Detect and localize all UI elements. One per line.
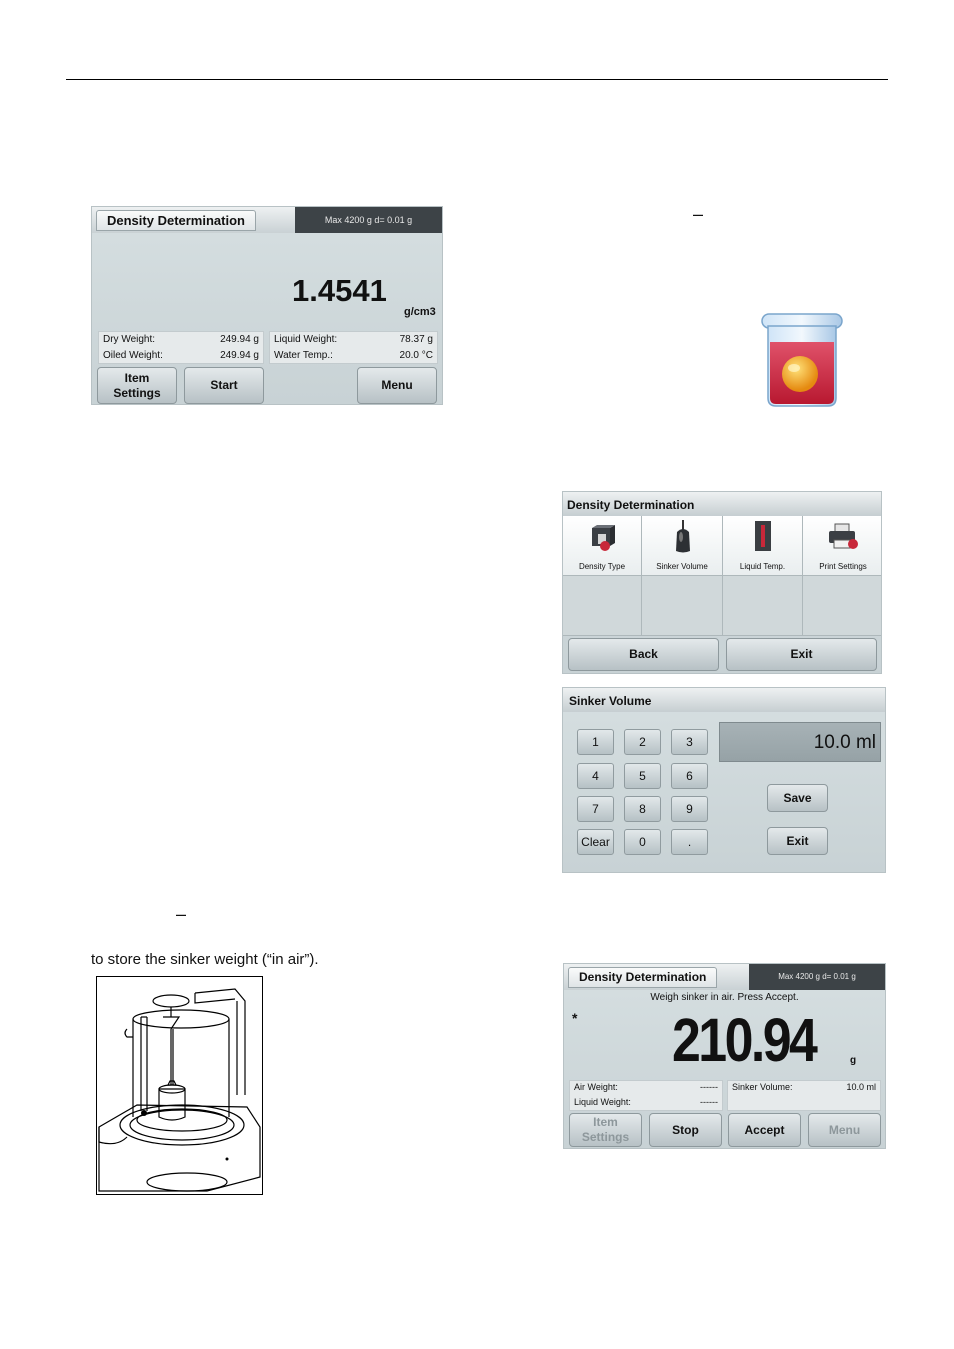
exit-button[interactable]: Exit [726, 638, 877, 671]
start-button[interactable]: Start [184, 367, 264, 404]
density-menu-screen [562, 491, 882, 674]
key-3[interactable]: 3 [671, 729, 708, 755]
density-kit-drawing [97, 977, 262, 1194]
menu-empty-cell [723, 576, 803, 636]
dash-mark: – [693, 204, 704, 224]
sinker-volume-display: 10.0 ml [719, 722, 881, 762]
info-box-right [269, 331, 438, 364]
sinker-icon [672, 520, 694, 554]
menu-item-sinker-volume[interactable] [642, 516, 723, 576]
density-result-screen [91, 206, 443, 405]
info-box-left [98, 331, 264, 364]
density-type-icon [588, 522, 618, 552]
menu-empty-cell [642, 576, 723, 636]
info-row-sinker-volume: Sinker Volume: 10.0 ml [732, 1082, 876, 1092]
info-row-air-weight: Air Weight: ------ [574, 1082, 718, 1092]
menu-item-density-type[interactable] [563, 516, 642, 576]
header-rule [66, 79, 888, 80]
stop-button[interactable]: Stop [649, 1113, 722, 1147]
item-settings-button[interactable]: Item Settings [569, 1113, 642, 1147]
beaker-icon [758, 312, 846, 412]
key-8[interactable]: 8 [624, 796, 661, 822]
menu-item-print-settings[interactable] [803, 516, 882, 576]
menu-empty-cell [563, 576, 642, 636]
menu-item-label: Sinker Volume [656, 562, 708, 571]
weight-unit: g [850, 1055, 857, 1066]
info-row-water-temp: Water Temp.: 20.0 °C [274, 350, 433, 361]
density-unit: g/cm3 [404, 306, 436, 318]
info-box-left [569, 1080, 723, 1111]
accept-button[interactable]: Accept [728, 1113, 801, 1147]
weigh-sinker-screen [563, 963, 886, 1149]
key-1[interactable]: 1 [577, 729, 614, 755]
menu-item-label: Liquid Temp. [739, 562, 786, 571]
menu-item-label: Print Settings [819, 562, 867, 571]
exit-button[interactable]: Exit [767, 827, 828, 855]
key-5[interactable]: 5 [624, 763, 661, 789]
screen-title: Density Determination [96, 210, 256, 231]
menu-button[interactable]: Menu [808, 1113, 881, 1147]
menu-title: Density Determination [563, 492, 881, 516]
menu-item-label: Density Type [578, 562, 626, 571]
density-reading: 1.4541 [292, 273, 387, 308]
prompt-text: Weigh sinker in air. Press Accept. [650, 992, 799, 1003]
key-clear[interactable]: Clear [577, 829, 614, 855]
thermometer-icon [753, 521, 773, 553]
key-7[interactable]: 7 [577, 796, 614, 822]
key-9[interactable]: 9 [671, 796, 708, 822]
menu-empty-cell [803, 576, 882, 636]
sinker-volume-screen [562, 687, 886, 873]
save-button[interactable]: Save [767, 784, 828, 812]
key-4[interactable]: 4 [577, 763, 614, 789]
menu-item-liquid-temp[interactable] [723, 516, 803, 576]
key-2[interactable]: 2 [624, 729, 661, 755]
info-row-liquid-weight: Liquid Weight: 78.37 g [274, 334, 433, 345]
weight-reading: 210.94 [672, 1006, 816, 1074]
info-row-oiled-weight: Oiled Weight: 249.94 g [103, 350, 259, 361]
instruction-text: to store the sinker weight (“in air”). [91, 951, 319, 968]
menu-button[interactable]: Menu [357, 367, 437, 404]
capacity-info: Max 4200 g d= 0.01 g [295, 207, 442, 233]
key-decimal[interactable]: . [671, 829, 708, 855]
density-kit-illustration [96, 976, 263, 1195]
sinker-volume-title: Sinker Volume [563, 688, 885, 712]
info-box-right [727, 1080, 881, 1111]
info-row-liquid-weight: Liquid Weight: ------ [574, 1097, 718, 1107]
stability-indicator: * [572, 1010, 578, 1026]
key-6[interactable]: 6 [671, 763, 708, 789]
back-button[interactable]: Back [568, 638, 719, 671]
item-settings-button[interactable]: Item Settings [97, 367, 177, 404]
dash-mark: – [176, 904, 187, 924]
capacity-info: Max 4200 g d= 0.01 g [749, 964, 885, 990]
info-row-dry-weight: Dry Weight: 249.94 g [103, 334, 259, 345]
key-0[interactable]: 0 [624, 829, 661, 855]
printer-icon [827, 522, 859, 552]
screen-title: Density Determination [568, 967, 717, 988]
